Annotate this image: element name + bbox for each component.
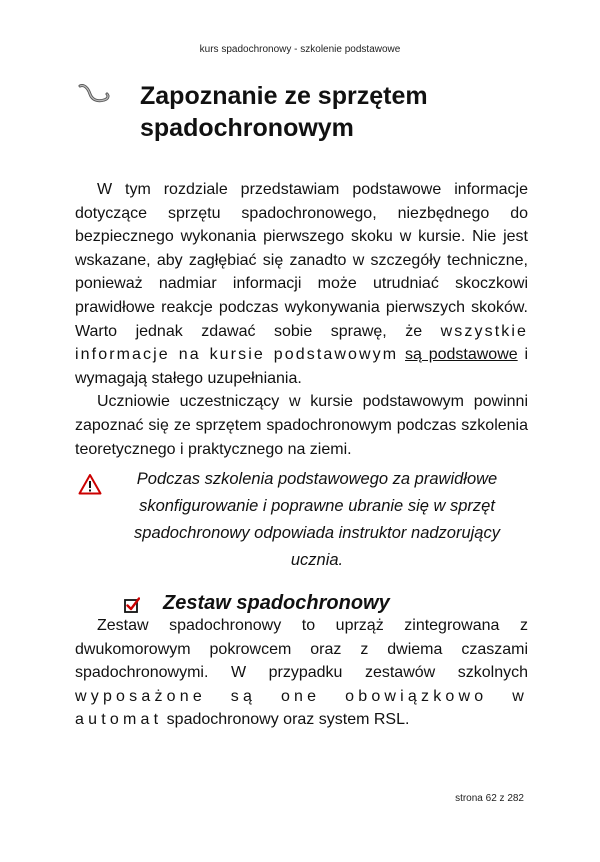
warning-triangle-icon — [78, 473, 102, 495]
page-header: kurs spadochronowy - szkolenie podstawowe — [199, 44, 401, 55]
intro-p1-end: i wymagają stałego uzupełniania. — [75, 346, 528, 387]
section-text — [75, 614, 528, 732]
intro-p1-spread: wszystkie informacje na kursie podstawowym — [75, 322, 528, 364]
page-title: Zapoznanie ze sprzętem spadochronowym — [140, 82, 428, 142]
section-p-spread: wyposażone są one obowiązkowo w automat — [75, 687, 528, 729]
intro-p1-start: W tym rozdziale przedstawiam podstawowe informacje dotyczące sprzętu spadochronowego, niezbędnego do bezpiecznego wykonania pierwszego skoku w kursie. Nie jest wskazane, aby zagłębiać się zanadto w szczegóły techniczne, ponieważ nadmiar informacji może utrudniać skoczkowi prawidłowe reakcje podczas wykonywania pierwszych skoków. Warto jednak zdawać sobie sprawę, że — [75, 181, 528, 340]
intro-paragraph-1 — [75, 178, 528, 390]
checkbox-icon — [124, 597, 140, 613]
section-p-start: Zestaw spadochronowy to uprząż zintegrowana z dwukomorowym pokrowcem oraz z dwiema czaszami spadochronowymi. W przypadku zestawów szkolnych — [75, 617, 528, 682]
section-p-end: spadochronowy oraz system RSL. — [162, 711, 410, 729]
intro-paragraph-2: Uczniowie uczestniczący w kursie podstawowym powinni zapoznać się ze sprzętem spadochronowym podczas szkolenia teoretycznego i praktycznego na ziemi. — [75, 393, 528, 458]
page-number: strona 62 z 282 — [455, 793, 524, 804]
intro-text — [75, 178, 528, 461]
intro-p1-underlined: są podstawowe — [405, 346, 518, 364]
section-paragraph — [75, 614, 528, 732]
hook-icon — [76, 82, 112, 106]
section-heading: Zestaw spadochronowy — [163, 592, 390, 614]
warning-note: Podczas szkolenia podstawowego za prawidłowe skonfigurowanie i poprawne ubranie się w sprzęt spadochronowy odpowiada instruktor nadzorujący ucznia. — [134, 470, 500, 569]
